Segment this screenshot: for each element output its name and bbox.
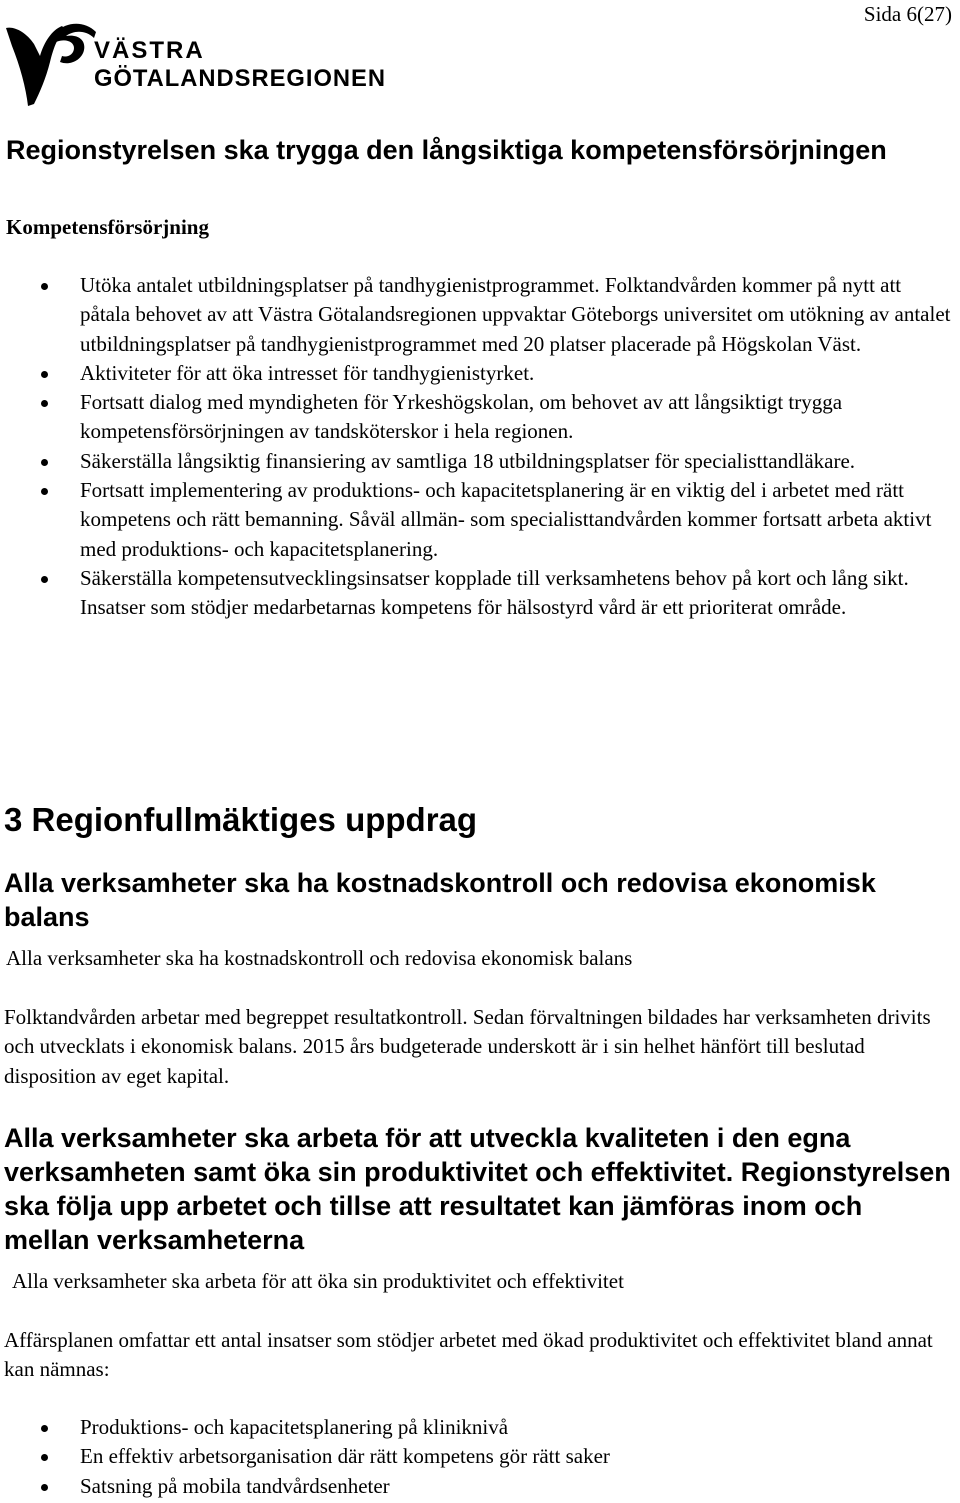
list-item: Produktions- och kapacitetsplanering på kliniknivå xyxy=(0,1413,960,1442)
section-title: Regionstyrelsen ska trygga den långsiktiga kompetensförsörjningen xyxy=(6,135,887,165)
productivity-paragraph: Alla verksamheter ska arbeta för att öka sin produktivitet och effektivitet xyxy=(12,1269,624,1293)
vastra-gotalandsregionen-logo xyxy=(4,22,394,112)
quality-heading: Alla verksamheter ska arbeta för att utveckla kvaliteten i den egna verksamheten samt öka sin produktivitet och effektivitet. Regionstyrelsen ska följa upp arbetet och tillse att resultatet kan jämföras inom och mellan verksamheterna xyxy=(4,1123,951,1255)
list-item: Utöka antalet utbildningsplatser på tandhygienistprogrammet. Folktandvården kommer på nytt att påtala behovet av att Västra Götalandsregionen uppvaktar Göteborgs universitet om utökning av antalet utbildningsplatser på tandhygienistprogrammet med 20 platser placerade på Högskolan Väst. xyxy=(0,271,960,359)
competence-bullet-list xyxy=(0,271,960,623)
cost-control-heading: Alla verksamheter ska ha kostnadskontroll och redovisa ekonomisk balans xyxy=(4,868,876,932)
cost-control-paragraph: Alla verksamheter ska ha kostnadskontroll och redovisa ekonomisk balans xyxy=(6,946,633,970)
section-subtitle: Kompetensförsörjning xyxy=(6,215,209,239)
logo-swoosh-icon xyxy=(56,24,96,64)
page-number: Sida 6(27) xyxy=(863,2,952,26)
list-item: Fortsatt dialog med myndigheten för Yrkeshögskolan, om behovet av att långsiktigt trygga kompetensförsörjningen av tandsköterskor i hela regionen. xyxy=(0,388,960,447)
list-item: Satsning på mobila tandvårdsenheter xyxy=(0,1472,960,1501)
list-item: Säkerställa kompetensutvecklingsinsatser kopplade till verksamhetens behov på kort och lång sikt. Insatser som stödjer medarbetarnas kompetens för hälsostyrd vård är ett prioriterat område. xyxy=(0,564,960,623)
list-item: Säkerställa långsiktig finansiering av samtliga 18 utbildningsplatser för specialisttandläkare. xyxy=(0,447,960,476)
list-item: En effektiv arbetsorganisation där rätt kompetens gör rätt saker xyxy=(0,1442,960,1471)
list-item: Fortsatt implementering av produktions- och kapacitetsplanering är en viktig del i arbetet med rätt kompetens och rätt bemanning. Såväl allmän- som specialisttandvården kommer fortsatt arbeta aktivt med produktions- och kapacitetsplanering. xyxy=(0,476,960,564)
list-item: Aktiviteter för att öka intresset för tandhygienistyrket. xyxy=(0,359,960,388)
chapter-heading: 3 Regionfullmäktiges uppdrag xyxy=(4,801,478,838)
business-plan-bullet-list xyxy=(0,1413,960,1501)
result-control-paragraph: Folktandvården arbetar med begreppet resultatkontroll. Sedan förvaltningen bildades har verksamheten drivits och utvecklats i ekonomisk balans. 2015 års budgeterade underskott är i sin helhet hänfört till beslutad disposition av eget kapital. xyxy=(4,1005,931,1088)
business-plan-paragraph: Affärsplanen omfattar ett antal insatser som stödjer arbetet med ökad produktivitet och effektivitet bland annat kan nämnas: xyxy=(4,1328,933,1382)
logo-line2: GÖTALANDSREGIONEN xyxy=(94,65,386,92)
logo-line1: VÄSTRA xyxy=(94,37,205,64)
